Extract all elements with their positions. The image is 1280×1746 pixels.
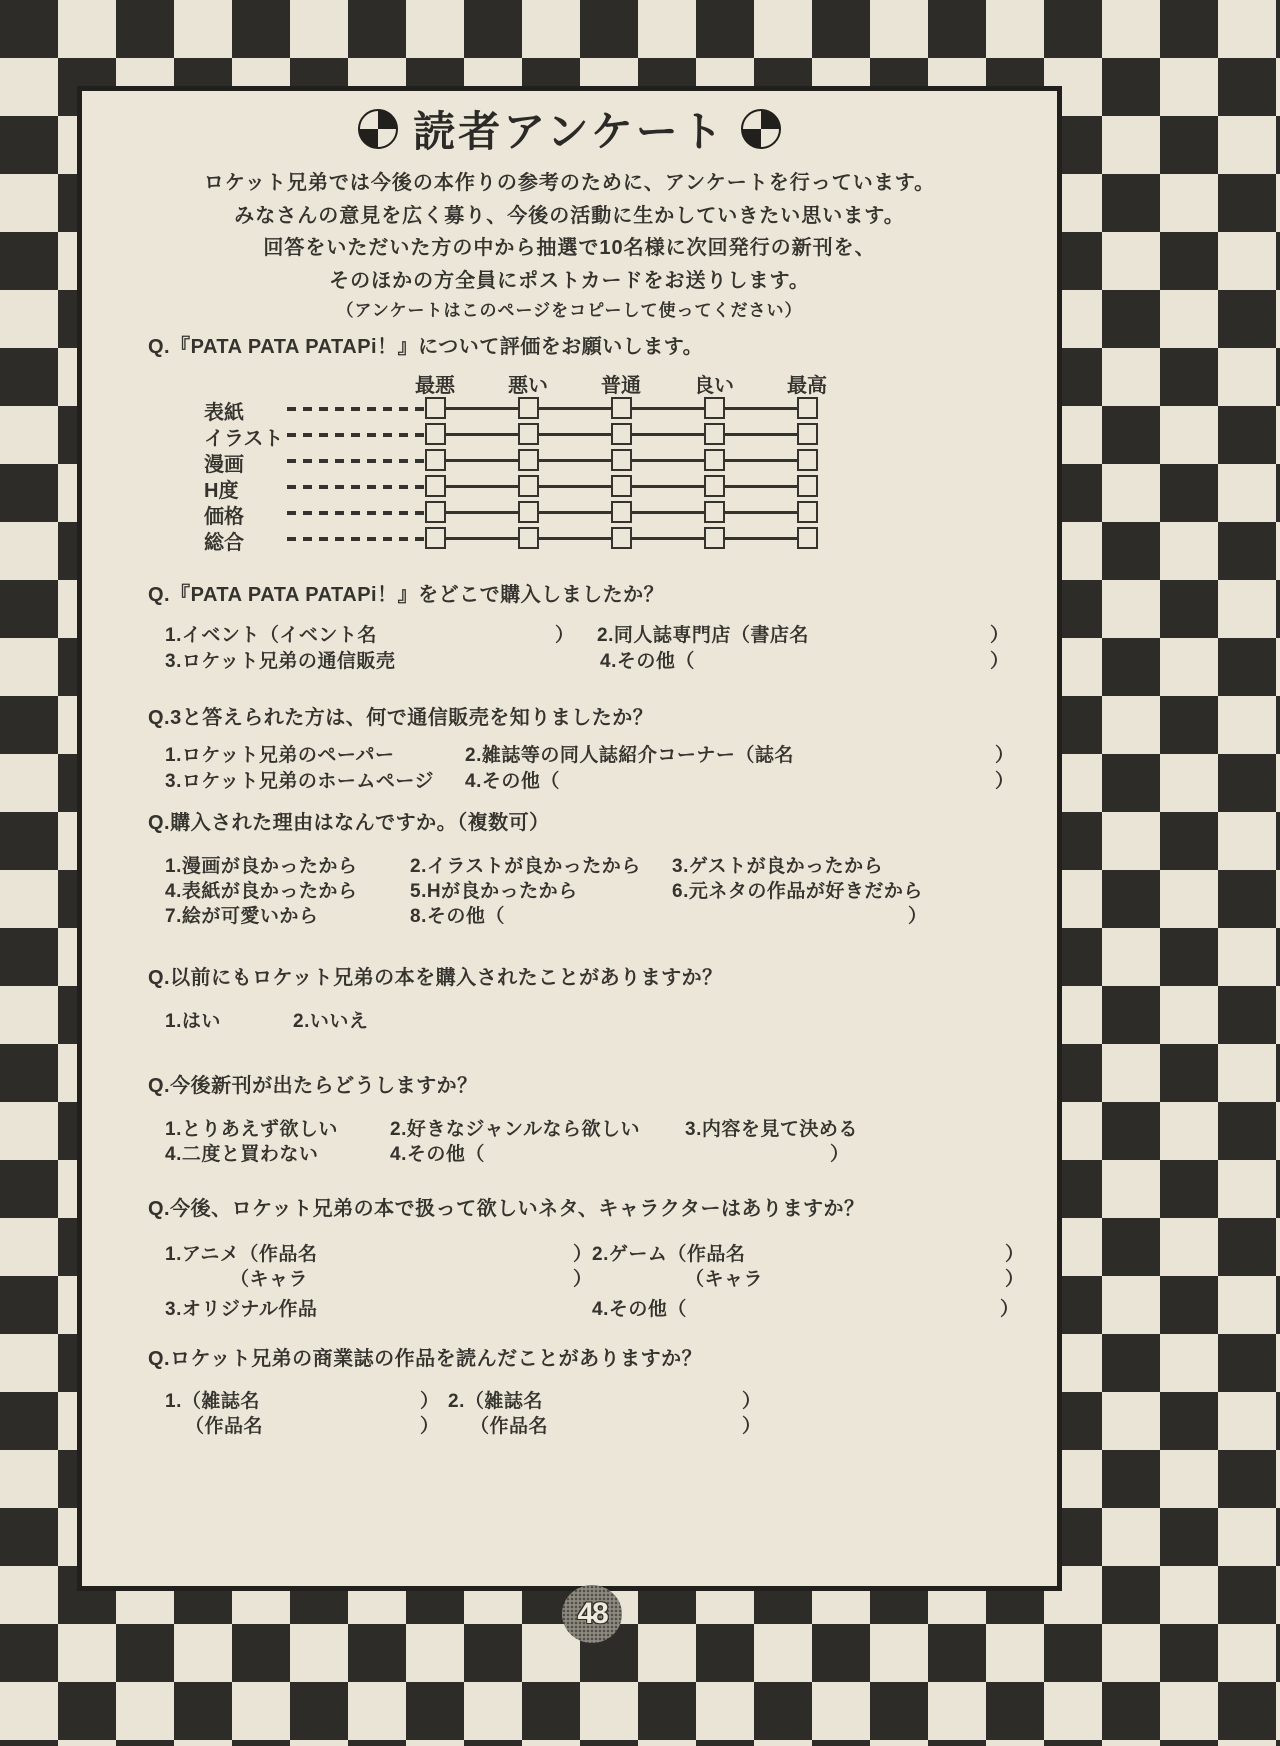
rating-row [82,448,1057,476]
option-decide-by-content: 3.内容を見て決める [685,1119,858,1140]
rating-checkbox [518,501,539,523]
rating-checkbox [425,475,446,497]
paren-close: ） [742,1391,762,1412]
scale-label: 悪い [508,375,548,397]
rating-checkbox [518,449,539,471]
page-number: 48 [577,1597,607,1630]
page-number-badge [562,1585,622,1643]
rating-checkbox [611,397,632,419]
rating-checkbox [797,423,818,445]
option-source-liked: 6.元ネタの作品が好きだから [672,881,923,902]
rating-checkbox [704,527,725,549]
dashed-leader [287,407,425,411]
rating-checkbox [797,397,818,419]
intro-line: みなさんの意見を広く募り、今後の活動に生かしていきたい思います。 [234,204,905,227]
option-manga-good: 1.漫画が良かったから [165,856,358,877]
rating-checkbox [425,423,446,445]
question-where-purchased: Q.『PATA PATA PATAPi！』をどこで購入しましたか？ [148,584,665,606]
intro-text [82,167,1057,325]
option-want-anyway: 1.とりあえず欲しい [165,1119,338,1140]
question-rating: Q.『PATA PATA PATAPi！』について評価をお願いします。 [148,336,704,358]
rating-row-label: 漫画 [204,454,244,476]
rating-checkbox [425,449,446,471]
rating-checkbox [797,449,818,471]
rating-scale-cells [425,396,818,420]
connector-line [446,511,518,514]
connector-line [632,433,704,436]
intro-line: ロケット兄弟では今後の本作りの参考のために、アンケートを行っています。 [203,172,936,194]
option-doujin-shop: 2.同人誌専門店（書店名 [597,625,809,646]
question-mailorder-source: Q.3と答えられた方は、何で通信販売を知りましたか？ [148,707,654,729]
rating-checkbox [611,527,632,549]
field-chara: （キャラ [685,1269,764,1290]
field-chara: （キャラ [230,1269,309,1290]
rating-scale-cells [425,474,818,498]
rating-checkbox [425,527,446,549]
field-magazine-2: 2.（雑誌名 [448,1391,543,1412]
connector-line [446,433,518,436]
option-illust-good: 2.イラストが良かったから [410,856,641,877]
question-bought-before: Q.以前にもロケット兄弟の本を購入されたことがありますか？ [148,967,723,989]
option-mail-order: 3.ロケット兄弟の通信販売 [165,651,396,672]
paren-close: ） [573,1269,593,1290]
rating-checkbox [704,475,725,497]
rating-checkbox [797,501,818,523]
paren-close: ） [990,651,1010,672]
rating-row [82,500,1057,528]
rating-checkbox [797,527,818,549]
connector-line [446,459,518,462]
connector-line [539,537,611,540]
option-game: 2.ゲーム（作品名 [592,1244,746,1265]
paren-close: ） [995,771,1015,792]
field-magazine-1: 1.（雑誌名 [165,1391,260,1412]
checkered-circle-icon [358,109,398,149]
paren-close: ） [742,1416,762,1437]
rating-row-label: 表紙 [204,402,244,424]
dashed-leader [287,537,425,541]
rating-row [82,474,1057,502]
paren-close: ） [990,625,1010,646]
option-other: 4.その他（ [600,651,695,672]
rating-checkbox [425,501,446,523]
connector-line [446,537,518,540]
rating-row [82,396,1057,424]
option-magazine-corner: 2.雑誌等の同人誌紹介コーナー（誌名 [465,745,794,766]
intro-copy-note: （アンケートはこのページをコピーして使ってください） [336,301,803,320]
option-no: 2.いいえ [293,1011,369,1032]
rating-checkbox [704,449,725,471]
rating-row-label: イラスト [204,428,284,450]
scale-label: 最悪 [415,375,455,397]
paren-close: ） [573,1244,593,1265]
rating-row-label: 価格 [204,506,244,528]
rating-checkbox [704,423,725,445]
rating-checkbox [518,527,539,549]
page-title: 読者アンケート [413,108,726,155]
paren-close: ） [830,1144,850,1165]
option-anime: 1.アニメ（作品名 [165,1244,318,1265]
connector-line [725,433,797,436]
connector-line [725,485,797,488]
field-work-2: （作品名 [470,1416,549,1437]
connector-line [725,407,797,410]
connector-line [725,459,797,462]
option-paper: 1.ロケット兄弟のペーパー [165,745,395,766]
rating-row [82,526,1057,554]
page-header [82,99,1057,159]
question-purchase-reason: Q.購入された理由はなんですか。（複数可） [148,812,550,834]
option-yes: 1.はい [165,1011,221,1032]
paren-close: ） [1005,1269,1025,1290]
rating-checkbox [611,449,632,471]
questionnaire-paper [77,86,1062,1591]
option-other: 4.その他（ [390,1144,485,1165]
option-homepage: 3.ロケット兄弟のホームページ [165,771,435,792]
connector-line [539,485,611,488]
rating-checkbox [611,423,632,445]
dashed-leader [287,459,425,463]
rating-checkbox [797,475,818,497]
rating-checkbox [518,397,539,419]
intro-line: 回答をいただいた方の中から抽選で10名様に次回発行の新刊を、 [263,237,876,259]
option-h-good: 5.Hが良かったから [410,881,578,902]
rating-checkbox [518,423,539,445]
rating-row-label: H度 [204,480,239,502]
rating-checkbox [611,475,632,497]
paren-close: ） [995,745,1015,766]
rating-checkbox [704,501,725,523]
option-guest-good: 3.ゲストが良かったから [672,856,884,877]
question-next-release: Q.今後新刊が出たらどうしますか？ [148,1075,478,1097]
connector-line [446,485,518,488]
rating-scale-cells [425,500,818,524]
connector-line [539,433,611,436]
connector-line [539,459,611,462]
dashed-leader [287,485,425,489]
option-other: 4.その他（ [465,771,560,792]
dashed-leader [287,433,425,437]
option-art-cute: 7.絵が可愛いから [165,906,319,927]
connector-line [632,459,704,462]
rating-checkbox [704,397,725,419]
rating-row [82,422,1057,450]
paren-close: ） [1000,1299,1020,1320]
option-want-if-genre: 2.好きなジャンルなら欲しい [390,1119,640,1140]
question-requested-topics: Q.今後、ロケット兄弟の本で扱って欲しいネタ、キャラクターはありますか？ [148,1198,865,1220]
option-other: 4.その他（ [592,1299,687,1320]
rating-scale-cells [425,526,818,550]
rating-checkbox [425,397,446,419]
dashed-leader [287,511,425,515]
paren-close: ） [420,1391,440,1412]
scale-label: 普通 [601,375,641,397]
connector-line [632,537,704,540]
option-event: 1.イベント（イベント名 [165,625,377,646]
connector-line [725,537,797,540]
scale-label: 良い [694,375,734,397]
rating-scale-cells [425,422,818,446]
connector-line [446,407,518,410]
connector-line [539,407,611,410]
paren-close: ） [1005,1244,1025,1265]
connector-line [632,407,704,410]
paren-close: ） [555,625,575,646]
checkered-circle-icon [741,109,781,149]
rating-scale-cells [425,448,818,472]
option-never-again: 4.二度と買わない [165,1144,319,1165]
rating-checkbox [518,475,539,497]
question-commercial-works: Q.ロケット兄弟の商業誌の作品を読んだことがありますか？ [148,1348,703,1370]
field-work-1: （作品名 [185,1416,264,1437]
intro-line: そのほかの方全員にポストカードをお送りします。 [329,269,810,292]
connector-line [539,511,611,514]
rating-row-label: 総合 [204,532,244,554]
paren-close: ） [420,1416,440,1437]
option-cover-good: 4.表紙が良かったから [165,881,358,902]
connector-line [632,511,704,514]
rating-checkbox [611,501,632,523]
connector-line [725,511,797,514]
scale-label: 最高 [787,375,827,397]
connector-line [632,485,704,488]
paren-close: ） [908,906,928,927]
option-original: 3.オリジナル作品 [165,1299,318,1320]
option-other: 8.その他（ [410,906,505,927]
